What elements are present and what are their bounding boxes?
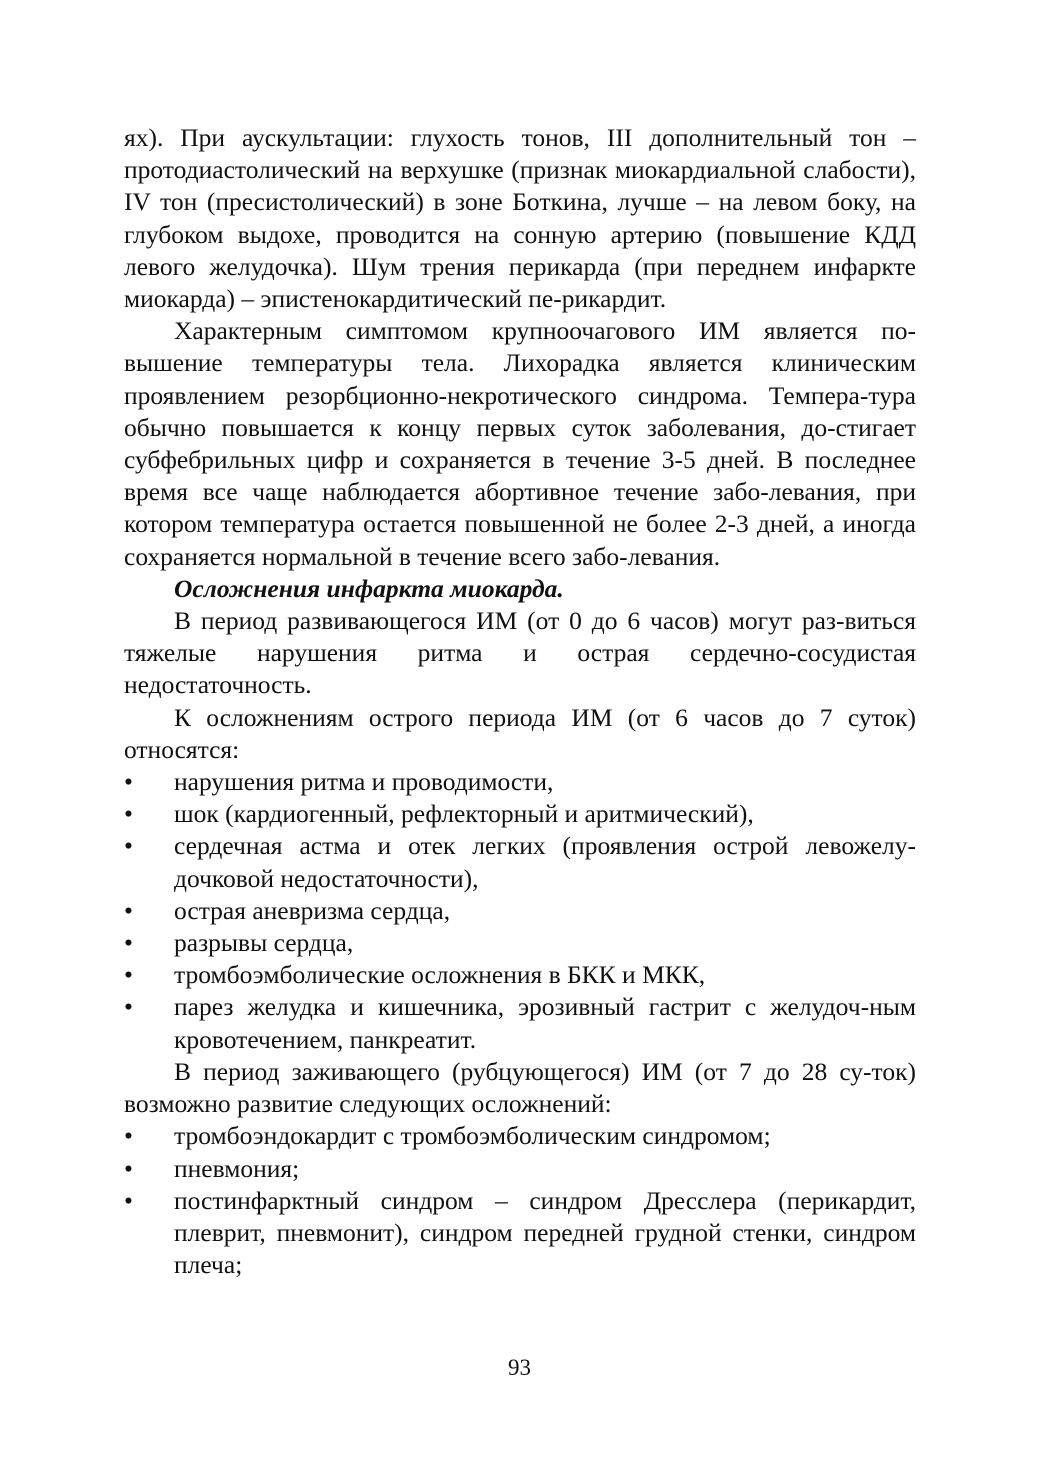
list-item [124,895,916,927]
page-number: 93 [508,1355,531,1380]
bullet-icon: • [124,895,133,925]
healing-complications-list [124,1120,916,1281]
list-item [124,991,916,1055]
list-item [124,959,916,991]
bullet-icon: • [124,831,133,861]
list-item-text: парез желудка и кишечника, эрозивный гастрит с желудоч-ным кровотечением, панкреатит. [174,992,916,1054]
paragraph-healing-period: В период заживающего (рубцующегося) ИМ (от 7 до 28 су-ток) возможно развитие следующих осложнений: [124,1056,916,1119]
list-item [124,798,916,830]
page-body [124,122,916,1281]
list-item [124,830,916,894]
list-item-text: острая аневризма сердца, [174,895,451,925]
bullet-icon: • [124,992,133,1022]
acute-complications-list [124,766,916,1056]
list-item-text: постинфарктный синдром – синдром Дресслера (перикардит, плеврит, пневмонит), синдром передней грудной стенки, синдром плеча; [174,1185,916,1280]
list-item [124,1185,916,1282]
bullet-icon: • [124,1185,133,1215]
list-item-text: тромбоэндокардит с тромбоэмболическим синдромом; [174,1121,771,1151]
list-item-text: тромбоэмболические осложнения в БКК и МКК, [174,960,706,990]
list-item-text: разрывы сердца, [174,928,354,958]
list-item [124,1153,916,1185]
list-item-text: сердечная астма и отек легких (проявления острой левожелу-дочковой недостаточности), [174,831,916,893]
section-heading: Осложнения инфаркта миокарда. [174,573,564,603]
bullet-icon: • [124,928,133,958]
bullet-icon: • [124,767,133,797]
list-item [124,1120,916,1152]
bullet-icon: • [124,960,133,990]
list-item [124,766,916,798]
bullet-icon: • [124,1121,133,1151]
bullet-icon: • [124,1153,133,1183]
paragraph-acute-period: К осложнениям острого периода ИМ (от 6 часов до 7 суток) относятся: [124,702,916,764]
paragraph-developing-period: В период развивающегося ИМ (от 0 до 6 часов) могут раз-виться тяжелые нарушения ритма и острая сердечно-сосудистая недостаточность. [124,606,916,700]
bullet-icon: • [124,799,133,829]
list-item-text: пневмония; [174,1153,300,1183]
paragraph-fever: Характерным симптомом крупноочагового ИМ является по-вышение температуры тела. Лихорадка является клиническим проявлением резорбционно-некротического синдрома. Темпера-тура обычно повышается к концу первых суток заболевания, до-стигает субфебрильных цифр и сохраняется в течение 3-5 дней. В последнее время все чаще наблюдается абортивное течение забо-левания, при котором температура остается повышенной не более 2-3 дней, а иногда сохраняется нормальной в течение всего забо-левания. [124,316,916,571]
paragraph-auscultation: ях). При аускультации: глухость тонов, III дополнительный тон – протодиастолический на верхушке (признак миокардиальной слабости), IV тон (пресистолический) в зоне Боткина, лучше – на левом боку, на глубоком выдохе, проводится на сонную артерию (повышение КДД левого желудочка). Шум трения перикарда (при переднем инфаркте миокарда) – эпистенокардитический пе-рикардит. [124,123,916,314]
list-item [124,927,916,959]
list-item-text: нарушения ритма и проводимости, [174,767,554,797]
list-item-text: шок (кардиогенный, рефлекторный и аритмический), [174,799,754,829]
